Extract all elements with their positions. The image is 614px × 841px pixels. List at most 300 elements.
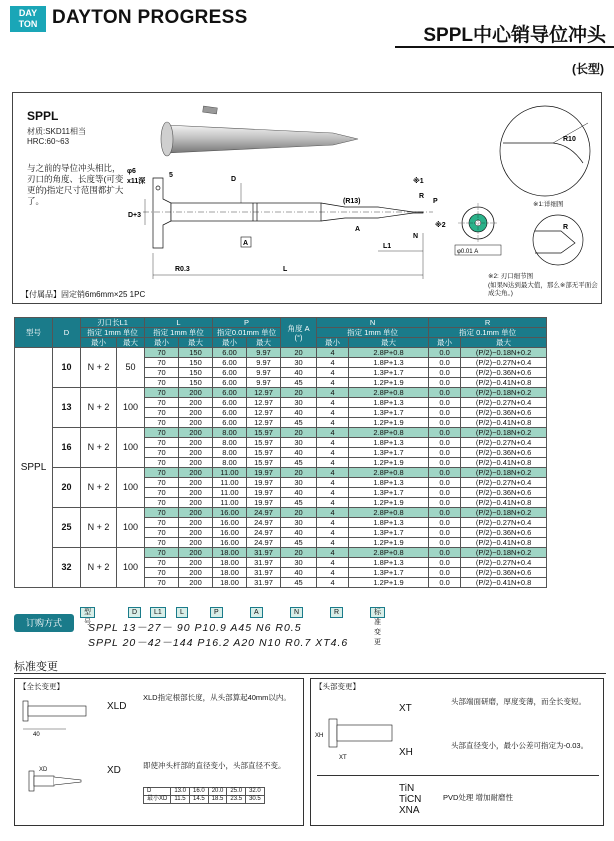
table-cell: 4 (317, 448, 349, 458)
table-cell: 16.00 (213, 528, 247, 538)
table-cell: 70 (145, 458, 179, 468)
table-cell: 30 (281, 398, 317, 408)
table-cell: 20 (281, 548, 317, 558)
xt-xh-sketch (315, 713, 395, 763)
table-cell: 18.00 (213, 548, 247, 558)
table-cell: 0.0 (429, 408, 461, 418)
table-cell: 19.97 (247, 478, 281, 488)
table-cell: 1.3P+1.7 (349, 528, 429, 538)
table-cell: 4 (317, 418, 349, 428)
table-cell: 6.00 (213, 388, 247, 398)
xld-dim: 40 (33, 732, 40, 737)
end-view (453, 198, 513, 258)
table-cell: 6.00 (213, 398, 247, 408)
tolerance-frame: φ0.01 A (457, 249, 479, 255)
dim-r13: (R13) (343, 198, 361, 205)
th-l-unit: 指定 1mm 单位 (145, 328, 213, 338)
table-cell: 0.0 (429, 458, 461, 468)
edge-r: R (563, 224, 569, 231)
coating-code: TiCN (399, 794, 422, 805)
table-cell: 70 (145, 438, 179, 448)
coating-codes (399, 783, 421, 816)
table-cell: 6.00 (213, 358, 247, 368)
dim-n: N (413, 233, 419, 240)
table-cell: 70 (145, 548, 179, 558)
table-cell: 0.0 (429, 498, 461, 508)
table-cell: (P/2)−0.27N+0.4 (461, 558, 547, 568)
dim-p: P (433, 198, 438, 205)
xd-cell: 13.0 (171, 788, 190, 796)
xd-cell: 16.0 (190, 788, 209, 796)
table-row (15, 548, 547, 558)
table-cell: 4 (317, 528, 349, 538)
l1-min-cell: N + 2 (81, 548, 117, 588)
xd-sketch (21, 763, 91, 803)
table-cell: 200 (179, 458, 213, 468)
table-cell: 6.00 (213, 368, 247, 378)
table-cell: 200 (179, 438, 213, 448)
table-cell: 0.0 (429, 538, 461, 548)
table-cell: 0.0 (429, 418, 461, 428)
table-cell: 1.2P+1.9 (349, 418, 429, 428)
standard-change-title: 标准变更 (14, 661, 58, 673)
xt-code: XT (399, 703, 412, 714)
xd-table-row-min (144, 796, 265, 804)
table-cell: 20 (281, 468, 317, 478)
type-cell: SPPL (15, 348, 53, 588)
th-min: 最小 (317, 338, 349, 348)
table-cell: 70 (145, 528, 179, 538)
table-cell: 31.97 (247, 578, 281, 588)
table-cell: 18.00 (213, 578, 247, 588)
table-cell: (P/2)−0.27N+0.4 (461, 518, 547, 528)
table-cell: 4 (317, 428, 349, 438)
table-cell: 150 (179, 368, 213, 378)
table-cell: 4 (317, 538, 349, 548)
l1-min-cell: N + 2 (81, 468, 117, 508)
table-cell: 0.0 (429, 368, 461, 378)
table-cell: 200 (179, 558, 213, 568)
table-cell: 0.0 (429, 478, 461, 488)
table-cell: 0.0 (429, 548, 461, 558)
table-cell: 200 (179, 408, 213, 418)
table-cell: 0.0 (429, 398, 461, 408)
table-cell: 40 (281, 568, 317, 578)
table-cell: 70 (145, 388, 179, 398)
table-cell: 4 (317, 458, 349, 468)
table-cell: 11.00 (213, 478, 247, 488)
table-cell: 0.0 (429, 358, 461, 368)
table-cell: 12.97 (247, 398, 281, 408)
dim-five: 5 (169, 172, 173, 179)
page-subtitle: (长型) (572, 62, 604, 76)
table-cell: 8.00 (213, 428, 247, 438)
table-cell: 70 (145, 508, 179, 518)
l1-min-cell: N + 2 (81, 348, 117, 388)
d-cell: 16 (53, 428, 81, 468)
table-cell: 70 (145, 488, 179, 498)
dim-l: L (283, 266, 288, 273)
xld-description: XLD指定根部长度，从头部算起40mm以内。 (143, 693, 291, 702)
d-cell: 20 (53, 468, 81, 508)
table-cell: 0.0 (429, 578, 461, 588)
table-cell: (P/2)−0.18N+0.2 (461, 548, 547, 558)
table-cell: 2.8P+0.8 (349, 508, 429, 518)
table-cell: 70 (145, 478, 179, 488)
th-max: 最大 (461, 338, 547, 348)
xd-label-cell: D (144, 788, 171, 796)
table-cell: 200 (179, 488, 213, 498)
table-cell: 2.8P+0.8 (349, 548, 429, 558)
table-cell: 2.8P+0.8 (349, 428, 429, 438)
table-cell: 20 (281, 388, 317, 398)
table-cell: 20 (281, 348, 317, 358)
table-cell: 4 (317, 408, 349, 418)
table-cell: 4 (317, 558, 349, 568)
table-cell: 200 (179, 498, 213, 508)
xt-sketch-label: XT (339, 755, 347, 761)
th-n-unit: 指定 1mm 单位 (317, 328, 429, 338)
table-cell: 0.0 (429, 558, 461, 568)
table-cell: 40 (281, 448, 317, 458)
product-code: SPPL (27, 109, 59, 123)
table-cell: 16.00 (213, 538, 247, 548)
l1-max-cell: 100 (117, 548, 145, 588)
dim-a: A (355, 226, 361, 233)
table-cell: 15.97 (247, 448, 281, 458)
table-cell: 18.00 (213, 568, 247, 578)
table-cell: 0.0 (429, 388, 461, 398)
table-cell: 19.97 (247, 468, 281, 478)
th-max: 最大 (349, 338, 429, 348)
coating-description: PVD处理 增加耐磨性 (443, 793, 514, 802)
xd-cell: 11.5 (171, 796, 190, 804)
table-cell: 4 (317, 478, 349, 488)
table-cell: 200 (179, 428, 213, 438)
table-cell: 1.3P+1.7 (349, 408, 429, 418)
table-cell: 4 (317, 368, 349, 378)
page-title: SPPL中心销导位冲头 (423, 25, 606, 46)
th-type: 型号 (15, 318, 53, 348)
table-cell: 6.00 (213, 408, 247, 418)
datum-a: A (243, 240, 249, 247)
order-example-1: SPPL 13－27－ 90 P10.9 A45 N6 R0.5 (88, 622, 302, 634)
table-cell: 4 (317, 468, 349, 478)
table-cell: 8.00 (213, 448, 247, 458)
table-cell: 70 (145, 468, 179, 478)
table-cell: 6.00 (213, 418, 247, 428)
table-cell: 0.0 (429, 448, 461, 458)
table-cell: 200 (179, 578, 213, 588)
th-r: R (429, 318, 547, 328)
order-code-box: P (210, 607, 223, 618)
table-cell: 9.97 (247, 348, 281, 358)
table-cell: 1.8P+1.3 (349, 518, 429, 528)
dim-d3: D+3 (128, 212, 142, 219)
head-change-title: 【头部变更】 (315, 682, 360, 691)
table-cell: 24.97 (247, 528, 281, 538)
xd-cell: 23.5 (227, 796, 246, 804)
l1-max-cell: 100 (117, 428, 145, 468)
l1-min-cell: N + 2 (81, 428, 117, 468)
table-cell: (P/2)−0.36N+0.6 (461, 488, 547, 498)
table-cell: 16.00 (213, 508, 247, 518)
table-cell: (P/2)−0.36N+0.6 (461, 528, 547, 538)
table-cell: 9.97 (247, 368, 281, 378)
standard-change-underline (14, 673, 606, 674)
detail-label: ※1:详细图 (533, 201, 564, 208)
table-cell: 11.00 (213, 498, 247, 508)
table-cell: 45 (281, 458, 317, 468)
table-cell: 18.00 (213, 558, 247, 568)
th-p: P (213, 318, 281, 328)
coating-code: TiN (399, 783, 415, 794)
table-cell: 45 (281, 418, 317, 428)
order-method-tag: 订购方式 (14, 614, 74, 632)
xd-sketch-label: XD (39, 767, 48, 773)
table-cell: 9.97 (247, 358, 281, 368)
mark-1: ※1 (413, 178, 424, 185)
table-cell: 1.2P+1.9 (349, 498, 429, 508)
th-max: 最大 (247, 338, 281, 348)
table-cell: 150 (179, 348, 213, 358)
table-cell: 24.97 (247, 538, 281, 548)
th-r-unit: 指定 0.1mm 单位 (429, 328, 547, 338)
d-cell: 32 (53, 548, 81, 588)
table-cell: 30 (281, 358, 317, 368)
table-cell: 70 (145, 368, 179, 378)
table-row (15, 428, 547, 438)
th-d: D (53, 318, 81, 348)
table-cell: 150 (179, 358, 213, 368)
table-cell: (P/2)−0.18N+0.2 (461, 348, 547, 358)
order-code-box: L1 (150, 607, 166, 618)
table-cell: 20 (281, 428, 317, 438)
spec-table-body (15, 348, 547, 588)
table-cell: 1.3P+1.7 (349, 368, 429, 378)
table-cell: 1.3P+1.7 (349, 568, 429, 578)
table-cell: 70 (145, 498, 179, 508)
table-cell: 4 (317, 498, 349, 508)
table-cell: 6.00 (213, 378, 247, 388)
table-cell: 70 (145, 448, 179, 458)
dim-dia6: φ6 (127, 168, 136, 175)
table-cell: 8.00 (213, 438, 247, 448)
table-cell: 1.2P+1.9 (349, 578, 429, 588)
table-cell: 70 (145, 418, 179, 428)
order-code-box: L (176, 607, 188, 618)
table-cell: (P/2)−0.41N+0.8 (461, 458, 547, 468)
table-cell: 70 (145, 378, 179, 388)
table-cell: 0.0 (429, 428, 461, 438)
table-cell: 40 (281, 408, 317, 418)
table-cell: 0.0 (429, 468, 461, 478)
table-cell: 1.8P+1.3 (349, 478, 429, 488)
table-cell: 30 (281, 438, 317, 448)
table-cell: 0.0 (429, 518, 461, 528)
table-row (15, 388, 547, 398)
table-cell: 45 (281, 578, 317, 588)
th-l: L (145, 318, 213, 328)
table-cell: 4 (317, 398, 349, 408)
table-cell: 9.97 (247, 378, 281, 388)
table-cell: 4 (317, 518, 349, 528)
table-cell: 40 (281, 368, 317, 378)
table-cell: 20 (281, 508, 317, 518)
table-cell: 15.97 (247, 428, 281, 438)
table-cell: 24.97 (247, 518, 281, 528)
order-code-box: R (330, 607, 343, 618)
table-cell: 4 (317, 548, 349, 558)
table-cell: 4 (317, 578, 349, 588)
table-cell: 1.2P+1.9 (349, 378, 429, 388)
order-code-box: D (128, 607, 141, 618)
table-cell: 24.97 (247, 508, 281, 518)
table-cell: 31.97 (247, 568, 281, 578)
table-cell: 0.0 (429, 348, 461, 358)
table-cell: 1.2P+1.9 (349, 458, 429, 468)
table-cell: (P/2)−0.36N+0.6 (461, 408, 547, 418)
product-description: 与之前的导位冲头相比，刃口的角度、长度等(可变更的)指定尺寸范围都扩大了。 (27, 163, 124, 206)
table-cell: 4 (317, 568, 349, 578)
l1-max-cell: 100 (117, 388, 145, 428)
table-cell: (P/2)−0.27N+0.4 (461, 358, 547, 368)
table-cell: (P/2)−0.36N+0.6 (461, 368, 547, 378)
dim-r03: R0.3 (175, 266, 190, 273)
table-cell: 2.8P+0.8 (349, 468, 429, 478)
table-cell: 15.97 (247, 438, 281, 448)
table-cell: (P/2)−0.41N+0.8 (461, 378, 547, 388)
table-cell: 12.97 (247, 388, 281, 398)
xd-table-row-d (144, 788, 265, 796)
table-cell: 2.8P+0.8 (349, 388, 429, 398)
xd-code: XD (107, 765, 121, 776)
table-cell: 200 (179, 468, 213, 478)
table-cell: 4 (317, 348, 349, 358)
table-cell: 200 (179, 448, 213, 458)
th-min: 最小 (145, 338, 179, 348)
th-n: N (317, 318, 429, 328)
xd-cell: 30.5 (246, 796, 265, 804)
table-cell: 8.00 (213, 458, 247, 468)
table-cell: 200 (179, 528, 213, 538)
xd-cell: 25.0 (227, 788, 246, 796)
table-cell: (P/2)−0.41N+0.8 (461, 498, 547, 508)
table-cell: 4 (317, 378, 349, 388)
table-cell: 45 (281, 538, 317, 548)
xd-description: 即使冲头杆部的直径变小，头部直径不变。 (143, 761, 286, 770)
table-cell: (P/2)−0.27N+0.4 (461, 478, 547, 488)
coating-code: XNA (399, 805, 420, 816)
table-row (15, 508, 547, 518)
table-cell: 70 (145, 348, 179, 358)
table-cell: 11.00 (213, 468, 247, 478)
order-code-box: N (290, 607, 303, 618)
table-cell: 70 (145, 358, 179, 368)
table-cell: 200 (179, 418, 213, 428)
head-change-box (310, 678, 604, 826)
table-cell: 19.97 (247, 488, 281, 498)
table-cell: 70 (145, 558, 179, 568)
table-cell: 0.0 (429, 508, 461, 518)
d-cell: 25 (53, 508, 81, 548)
xh-description: 头部直径变小，最小公差可指定为-0.03。 (451, 741, 589, 750)
th-min: 最小 (213, 338, 247, 348)
detail-view-1 (493, 103, 598, 203)
th-min: 最小 (429, 338, 461, 348)
table-cell: 30 (281, 558, 317, 568)
xt-description: 头部端面研磨，厚度变薄，而全长变短。 (451, 697, 586, 706)
full-length-title: 【全长变更】 (19, 682, 64, 691)
table-cell: 200 (179, 568, 213, 578)
th-p-unit: 指定0.01mm 单位 (213, 328, 281, 338)
table-cell: 0.0 (429, 488, 461, 498)
table-cell: 1.2P+1.9 (349, 538, 429, 548)
dim-d: D (231, 176, 237, 183)
table-cell: 40 (281, 528, 317, 538)
order-code-box: 标准变更 (370, 607, 385, 618)
xd-cell: 32.0 (246, 788, 265, 796)
table-cell: (P/2)−0.41N+0.8 (461, 538, 547, 548)
table-row (15, 468, 547, 478)
table-cell: 200 (179, 508, 213, 518)
xld-code: XLD (107, 701, 127, 712)
table-cell: 12.97 (247, 408, 281, 418)
dim-x11: x11深 (127, 178, 146, 185)
table-cell: 70 (145, 408, 179, 418)
mark-2: ※2 (435, 222, 446, 229)
table-cell: 0.0 (429, 438, 461, 448)
dim-l1: L1 (383, 243, 392, 250)
table-cell: (P/2)−0.41N+0.8 (461, 418, 547, 428)
table-cell: 2.8P+0.8 (349, 348, 429, 358)
table-cell: 1.3P+1.7 (349, 448, 429, 458)
table-cell: 16.00 (213, 518, 247, 528)
l1-min-cell: N + 2 (81, 388, 117, 428)
table-cell: (P/2)−0.27N+0.4 (461, 438, 547, 448)
xh-code: XH (399, 747, 413, 758)
th-max: 最大 (117, 338, 145, 348)
table-cell: (P/2)−0.18N+0.2 (461, 388, 547, 398)
th-angle: 角度 A (°) (281, 318, 317, 348)
table-cell: 70 (145, 398, 179, 408)
table-cell: 12.97 (247, 418, 281, 428)
table-cell: 70 (145, 428, 179, 438)
table-cell: 200 (179, 478, 213, 488)
d-cell: 13 (53, 388, 81, 428)
table-row (15, 348, 547, 358)
table-cell: 4 (317, 438, 349, 448)
xd-cell: 14.5 (190, 796, 209, 804)
table-cell: 1.8P+1.3 (349, 398, 429, 408)
edge-note: ※2: 刃口细节图 (如果N达到最大值，那么※部无平面会成尖角。) (488, 273, 598, 297)
punch-side-view (123, 163, 463, 288)
table-cell: 70 (145, 568, 179, 578)
table-cell: (P/2)−0.41N+0.8 (461, 578, 547, 588)
accessory-note: 【付属品】固定销6m6mm×25 1PC (21, 290, 146, 299)
title-underline (395, 46, 614, 48)
full-length-change-box (14, 678, 304, 826)
table-cell: 1.8P+1.3 (349, 438, 429, 448)
table-cell: 4 (317, 388, 349, 398)
table-cell: 0.0 (429, 568, 461, 578)
dim-r10: R10 (563, 136, 576, 143)
l1-max-cell: 100 (117, 468, 145, 508)
table-cell: 4 (317, 508, 349, 518)
xd-cell: 20.0 (208, 788, 227, 796)
xd-label-cell: 最小XD (144, 796, 171, 804)
brand-name: DAYTON PROGRESS (52, 7, 248, 28)
